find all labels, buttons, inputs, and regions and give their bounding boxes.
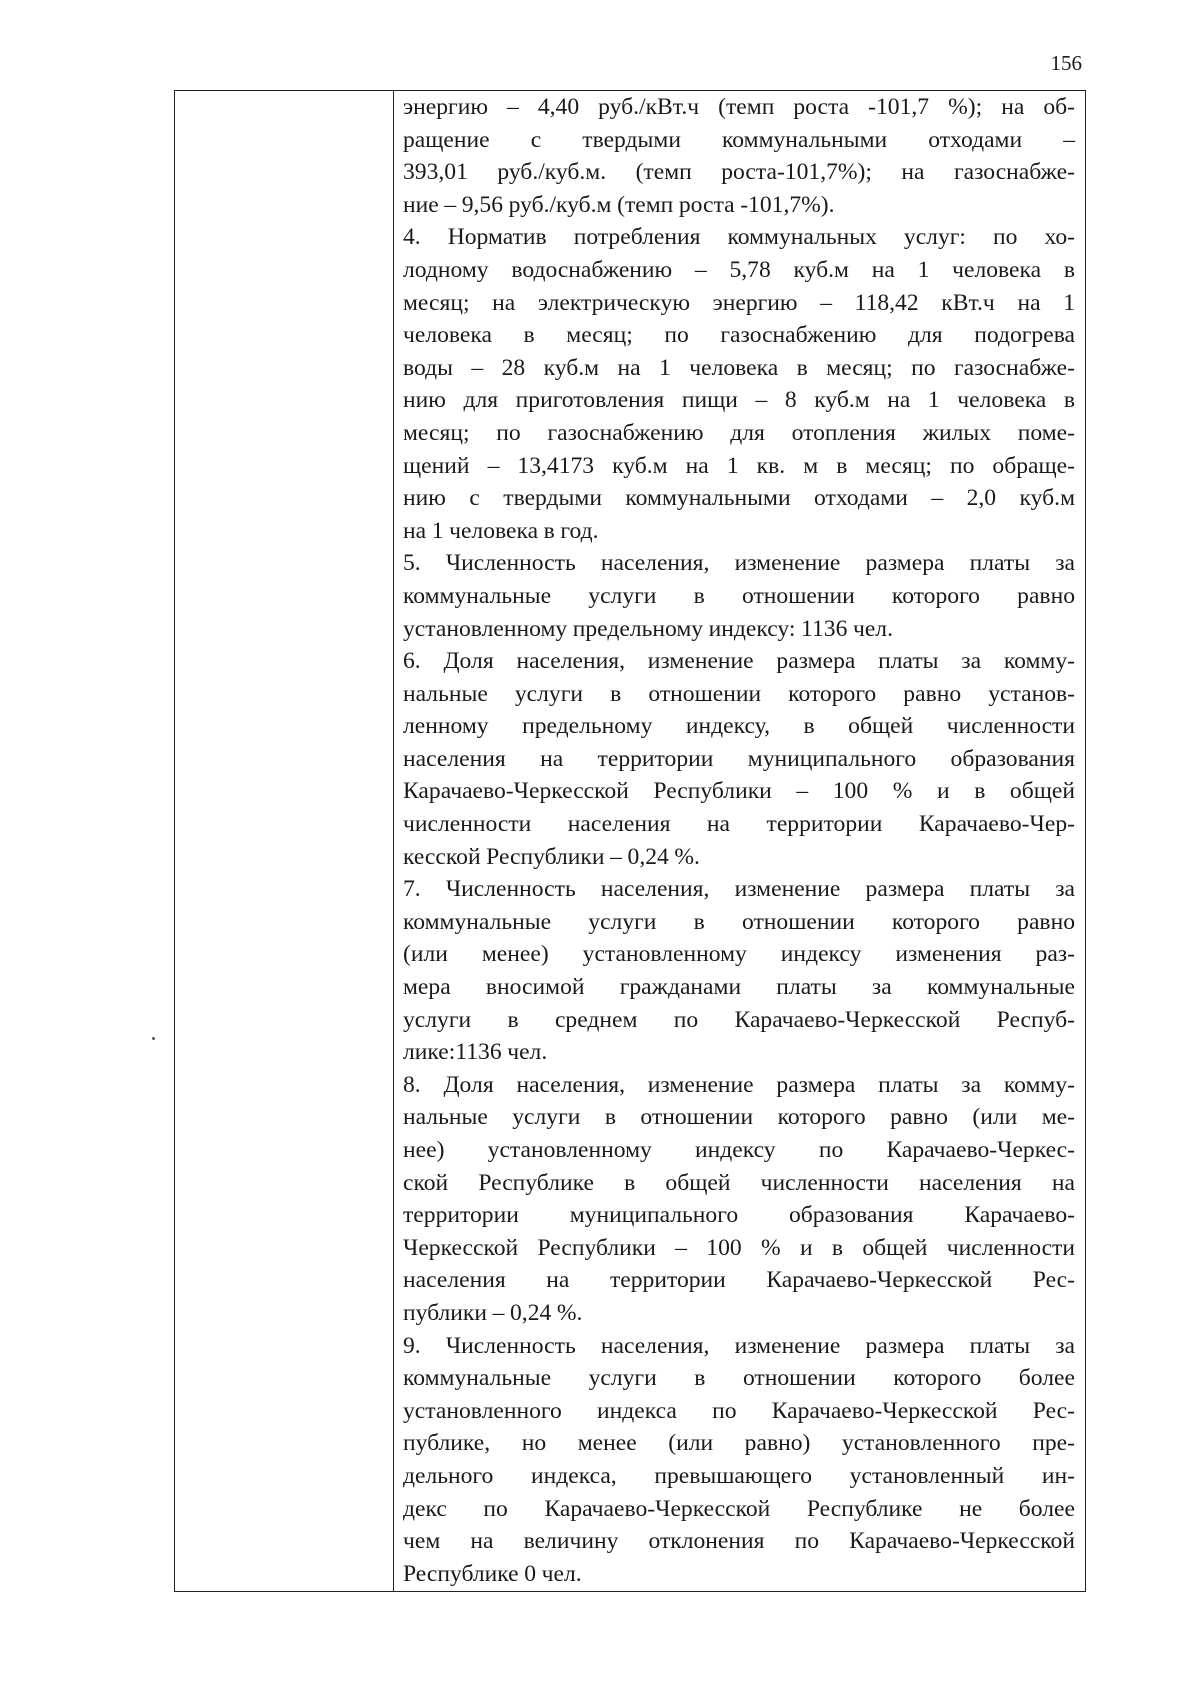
text-line: Черкесской Республики – 100 % и в общей численности [403,1234,1075,1261]
text-line: населения на территории муниципального образования [403,745,1075,772]
text-line: 9. Численность населения, изменение размера платы за [403,1332,1075,1359]
scan-speck [152,1037,155,1040]
text-line: (или менее) установленному индексу изменения раз- [403,941,1075,968]
table-left-cell [175,91,394,1591]
text-line: нию для приготовления пищи – 8 куб.м на 1 человека в [403,387,1075,414]
text-line: коммунальные услуги в отношении которого равно [403,582,1075,609]
text-line: мера вносимой гражданами платы за коммунальные [403,974,1075,1001]
text-line: нию с твердыми коммунальными отходами – 2,0 куб.м [403,485,1075,512]
text-line: лике:1136 чел. [403,1039,548,1066]
text-line: коммунальные услуги в отношении которого равно [403,908,1075,935]
text-line: 7. Численность населения, изменение размера платы за [403,876,1075,903]
text-line: территории муниципального образования Карачаево- [403,1202,1075,1229]
text-line: населения на территории Карачаево-Черкесской Рес- [403,1267,1075,1294]
text-line: ской Республике в общей численности населения на [403,1169,1075,1196]
text-line: на 1 человека в год. [403,517,599,544]
text-block [403,91,1075,1590]
text-line: чем на величину отклонения по Карачаево-Черкесской [403,1528,1075,1555]
text-line: 8. Доля населения, изменение размера платы за комму- [403,1071,1075,1098]
text-line: ленному предельному индексу, в общей численности [403,713,1075,740]
text-line: декс по Карачаево-Черкесской Республике не более [403,1495,1075,1522]
text-line: дельного индекса, превышающего установленный ин- [403,1462,1075,1489]
text-line: нальные услуги в отношении которого равно установ- [403,680,1075,707]
text-line: ращение с твердыми коммунальными отходами – [403,126,1075,153]
text-line: нее) установленному индексу по Карачаево-Черкес- [403,1137,1075,1163]
text-line: публике, но менее (или равно) установленного пре- [403,1430,1075,1457]
text-line: Карачаево-Черкесской Республики – 100 % и в общей [403,778,1075,805]
text-line: услуги в среднем по Карачаево-Черкесской Респуб- [403,1006,1075,1033]
text-line: 393,01 руб./куб.м. (темп роста-101,7%); на газоснабже- [403,159,1075,186]
text-line: месяц; по газоснабжению для отопления жилых поме- [403,419,1075,446]
text-line: коммунальные услуги в отношении которого более [403,1365,1075,1392]
text-line: щений – 13,4173 куб.м на 1 кв. м в месяц; по обраще- [403,452,1075,479]
text-line: численности населения на территории Карачаево-Чер- [403,811,1075,838]
document-table [174,90,1086,1592]
text-line: установленному предельному индексу: 1136 чел. [403,615,893,642]
text-line: месяц; на электрическую энергию – 118,42 кВт.ч на 1 [403,289,1075,316]
text-line: нальные услуги в отношении которого равно (или ме- [403,1104,1075,1131]
table-right-cell [394,91,1085,1591]
page-number: 156 [1050,51,1082,75]
text-line: 6. Доля населения, изменение размера платы за комму- [403,648,1075,675]
text-line: Республике 0 чел. [403,1560,582,1587]
text-line: воды – 28 куб.м на 1 человека в месяц; по газоснабже- [403,354,1075,381]
text-line: кесской Республики – 0,24 %. [403,843,700,870]
text-line: ние – 9,56 руб./куб.м (темп роста -101,7%). [403,191,835,218]
text-line: лодному водоснабжению – 5,78 куб.м на 1 человека в [403,256,1075,283]
text-line: 5. Численность населения, изменение размера платы за [403,550,1075,577]
text-line: установленного индекса по Карачаево-Черкесской Рес- [403,1397,1075,1424]
text-line: 4. Норматив потребления коммунальных услуг: по хо- [403,224,1075,251]
text-line: человека в месяц; по газоснабжению для подогрева [403,322,1075,349]
text-line: энергию – 4,40 руб./кВт.ч (темп роста -101,7 %); на об- [403,94,1075,120]
text-line: публики – 0,24 %. [403,1299,583,1326]
